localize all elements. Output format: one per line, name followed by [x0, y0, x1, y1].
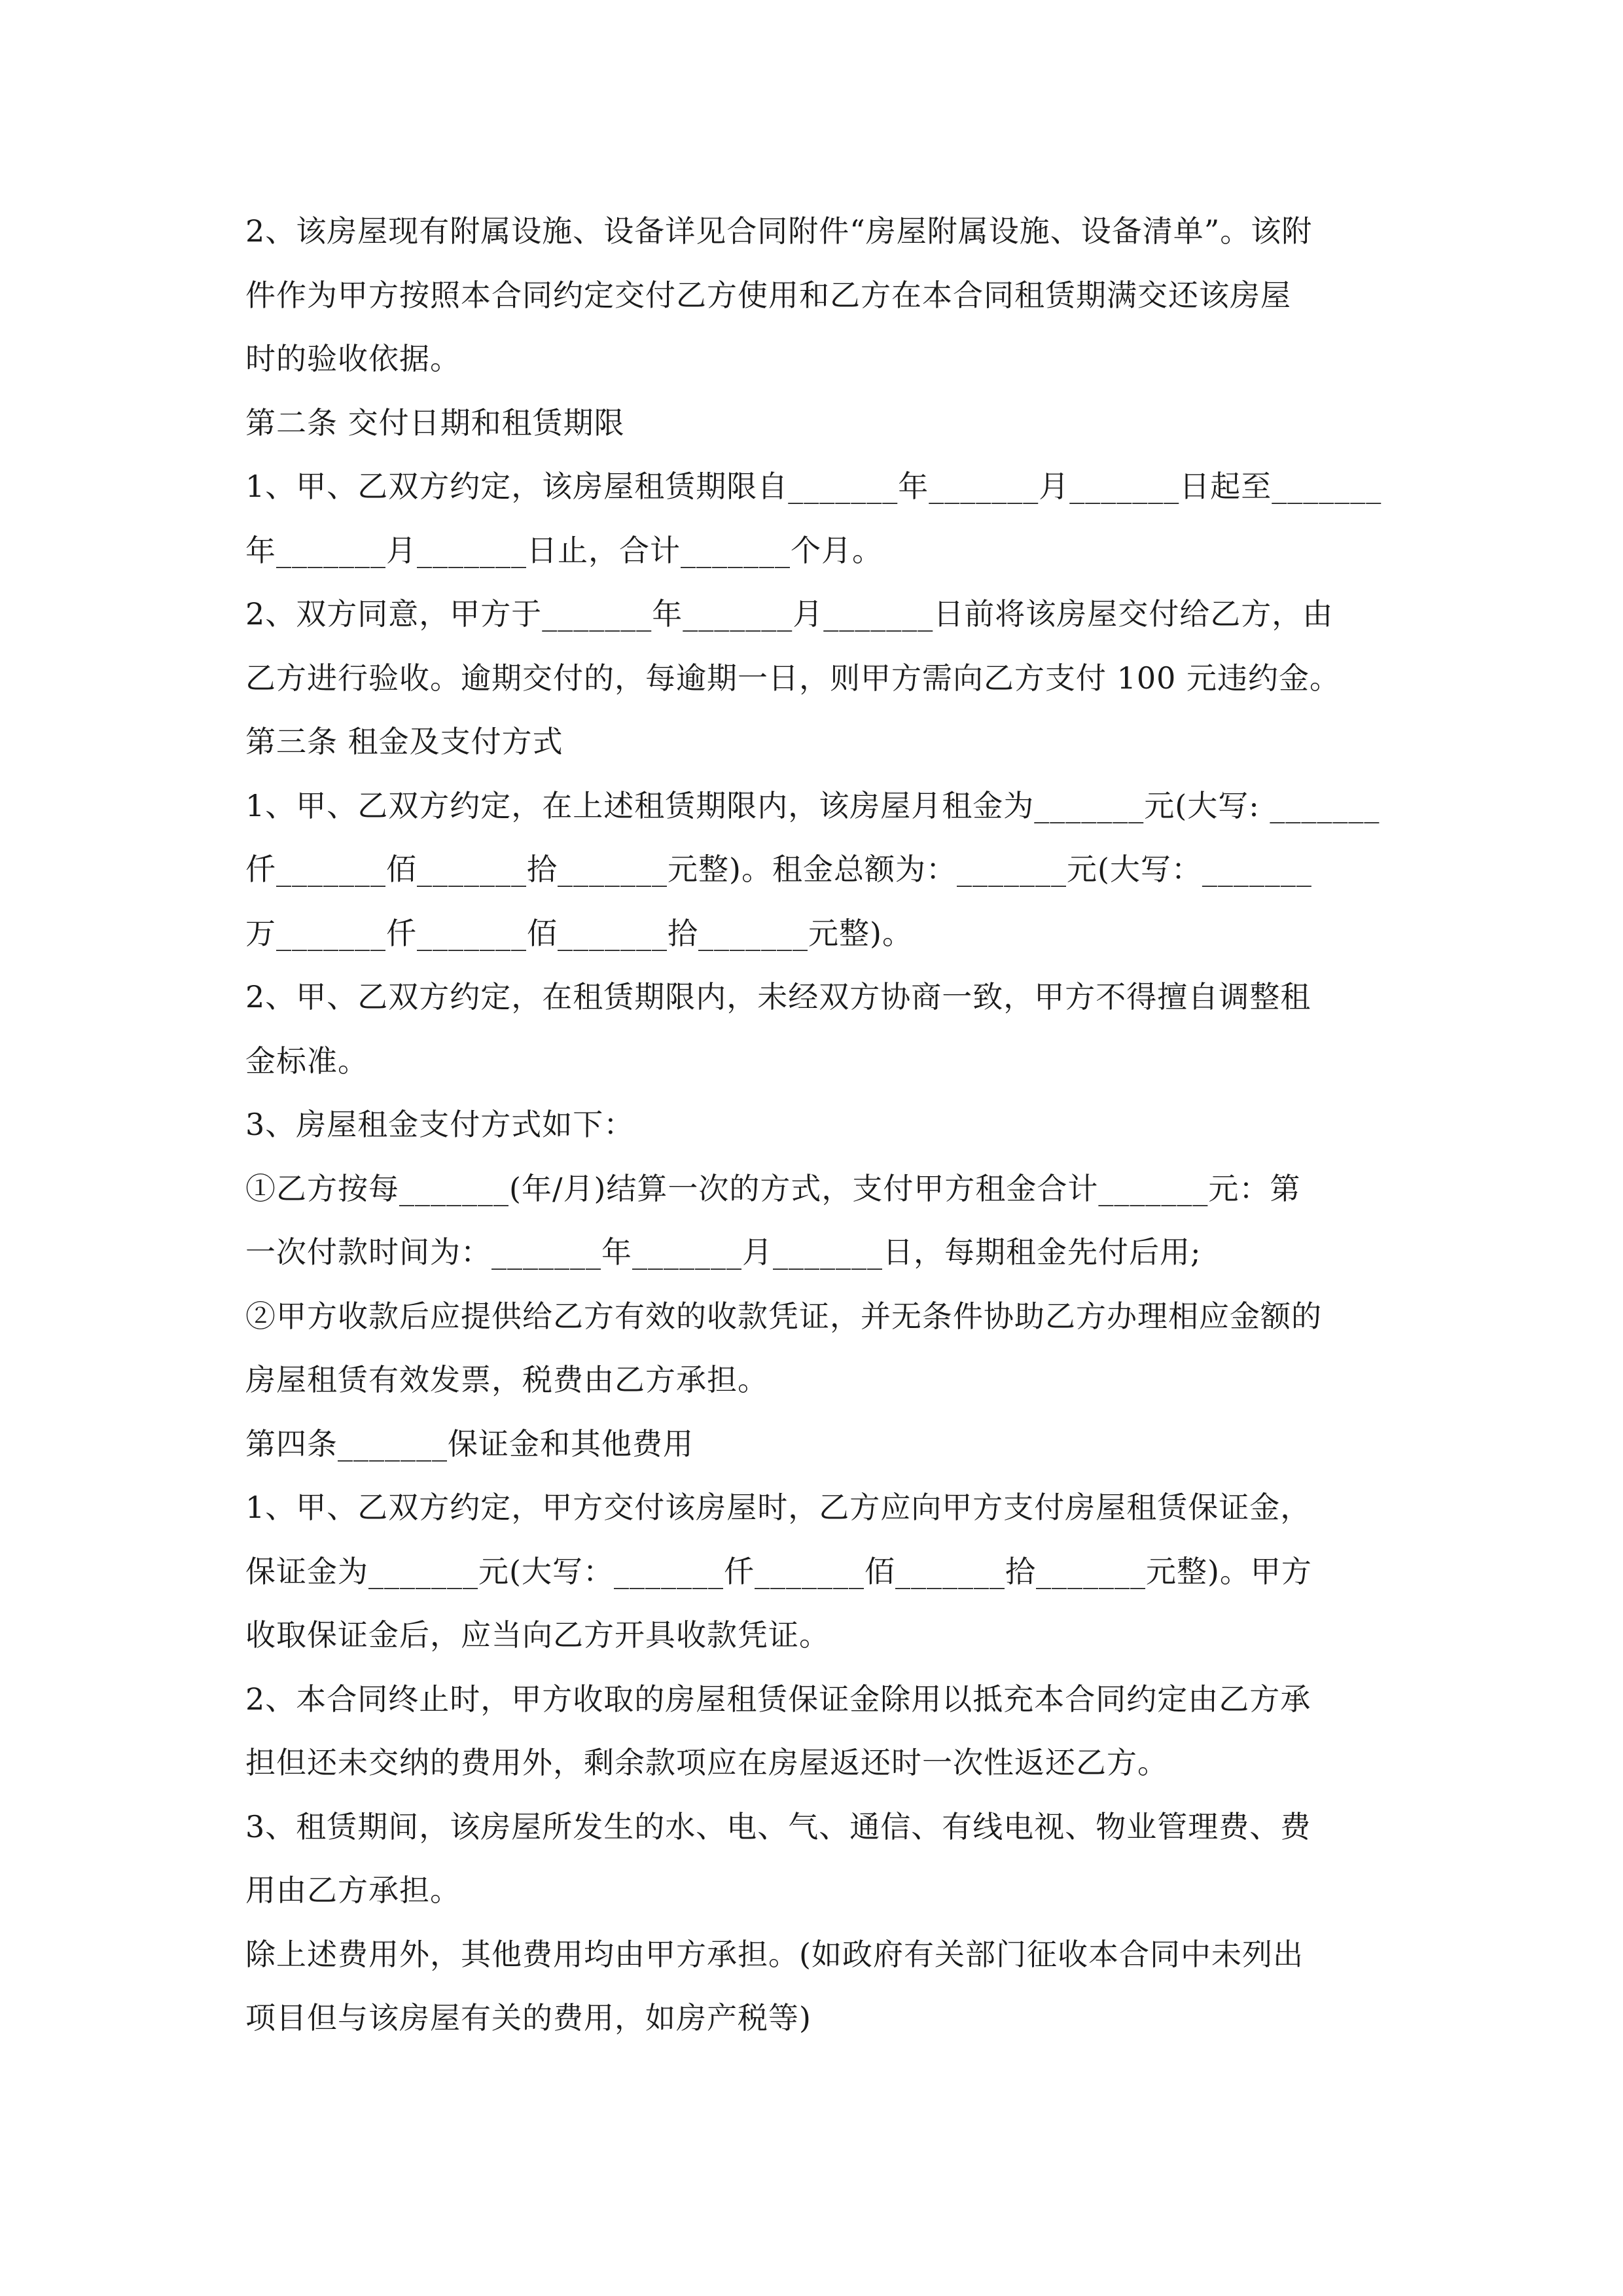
- text-line: 件作为甲方按照本合同约定交付乙方使用和乙方在本合同租赁期满交还该房屋: [245, 277, 1291, 313]
- text-line: 1、甲、乙双方约定，甲方交付该房屋时，乙方应向甲方支付房屋租赁保证金，: [245, 1490, 1311, 1525]
- text-line: 用由乙方承担。: [245, 1873, 461, 1908]
- section-heading: 第二条 交付日期和租赁期限: [245, 404, 625, 440]
- section-heading: 第四条_______保证金和其他费用: [245, 1426, 694, 1462]
- text-line: 万_______仟_______佰_______拾_______元整)。: [245, 915, 913, 951]
- text-line: 乙方进行验收。逾期交付的，每逾期一日，则甲方需向乙方支付 100 元违约金。: [245, 660, 1341, 696]
- text-line: 保证金为_______元(大写：_______仟_______佰_______拾_______元整)。甲方: [245, 1553, 1312, 1589]
- text-line: 时的验收依据。: [245, 341, 461, 376]
- text-line: 1、甲、乙双方约定，该房屋租赁期限自_______年_______月_______日起至_______: [245, 469, 1382, 504]
- text-line: 收取保证金后，应当向乙方开具收款凭证。: [245, 1617, 830, 1653]
- text-line: ①乙方按每_______(年/月)结算一次的方式，支付甲方租金合计_______元：第: [245, 1170, 1301, 1206]
- text-line: 房屋租赁有效发票，税费由乙方承担。: [245, 1362, 768, 1397]
- section-heading: 第三条 租金及支付方式: [245, 724, 563, 759]
- text-line: ②甲方收款后应提供给乙方有效的收款凭证，并无条件协助乙方办理相应金额的: [245, 1298, 1322, 1334]
- text-line: 担但还未交纳的费用外，剩余款项应在房屋返还时一次性返还乙方。: [245, 1745, 1168, 1780]
- text-line: 3、租赁期间，该房屋所发生的水、电、气、通信、有线电视、物业管理费、费: [245, 1808, 1311, 1844]
- text-line: 项目但与该房屋有关的费用，如房产税等): [245, 2000, 812, 2036]
- text-line: 2、该房屋现有附属设施、设备详见合同附件“房屋附属设施、设备清单”。该附: [245, 213, 1313, 249]
- text-line: 除上述费用外，其他费用均由甲方承担。(如政府有关部门征收本合同中未列出: [245, 1936, 1304, 1972]
- text-line: 年_______月_______日止，合计_______个月。: [245, 532, 883, 568]
- text-line: 1、甲、乙双方约定，在上述租赁期限内，该房屋月租金为_______元(大写: _______: [245, 787, 1380, 823]
- text-line: 3、房屋租金支付方式如下：: [245, 1107, 635, 1142]
- text-line: 2、甲、乙双方约定，在租赁期限内，未经双方协商一致，甲方不得擅自调整租: [245, 979, 1311, 1014]
- text-line: 2、双方同意，甲方于_______年_______月_______日前将该房屋交付给乙方，由: [245, 596, 1334, 632]
- document-body: [245, 200, 1381, 2051]
- text-line: 2、本合同终止时，甲方收取的房屋租赁保证金除用以抵充本合同约定由乙方承: [245, 1681, 1311, 1717]
- text-line: 仟_______佰_______拾_______元整)。租金总额为：_______元(大写：_______: [245, 852, 1312, 887]
- text-line: 金标准。: [245, 1043, 368, 1079]
- text-line: 一次付款时间为：_______年_______月_______日，每期租金先付后用;: [245, 1234, 1202, 1270]
